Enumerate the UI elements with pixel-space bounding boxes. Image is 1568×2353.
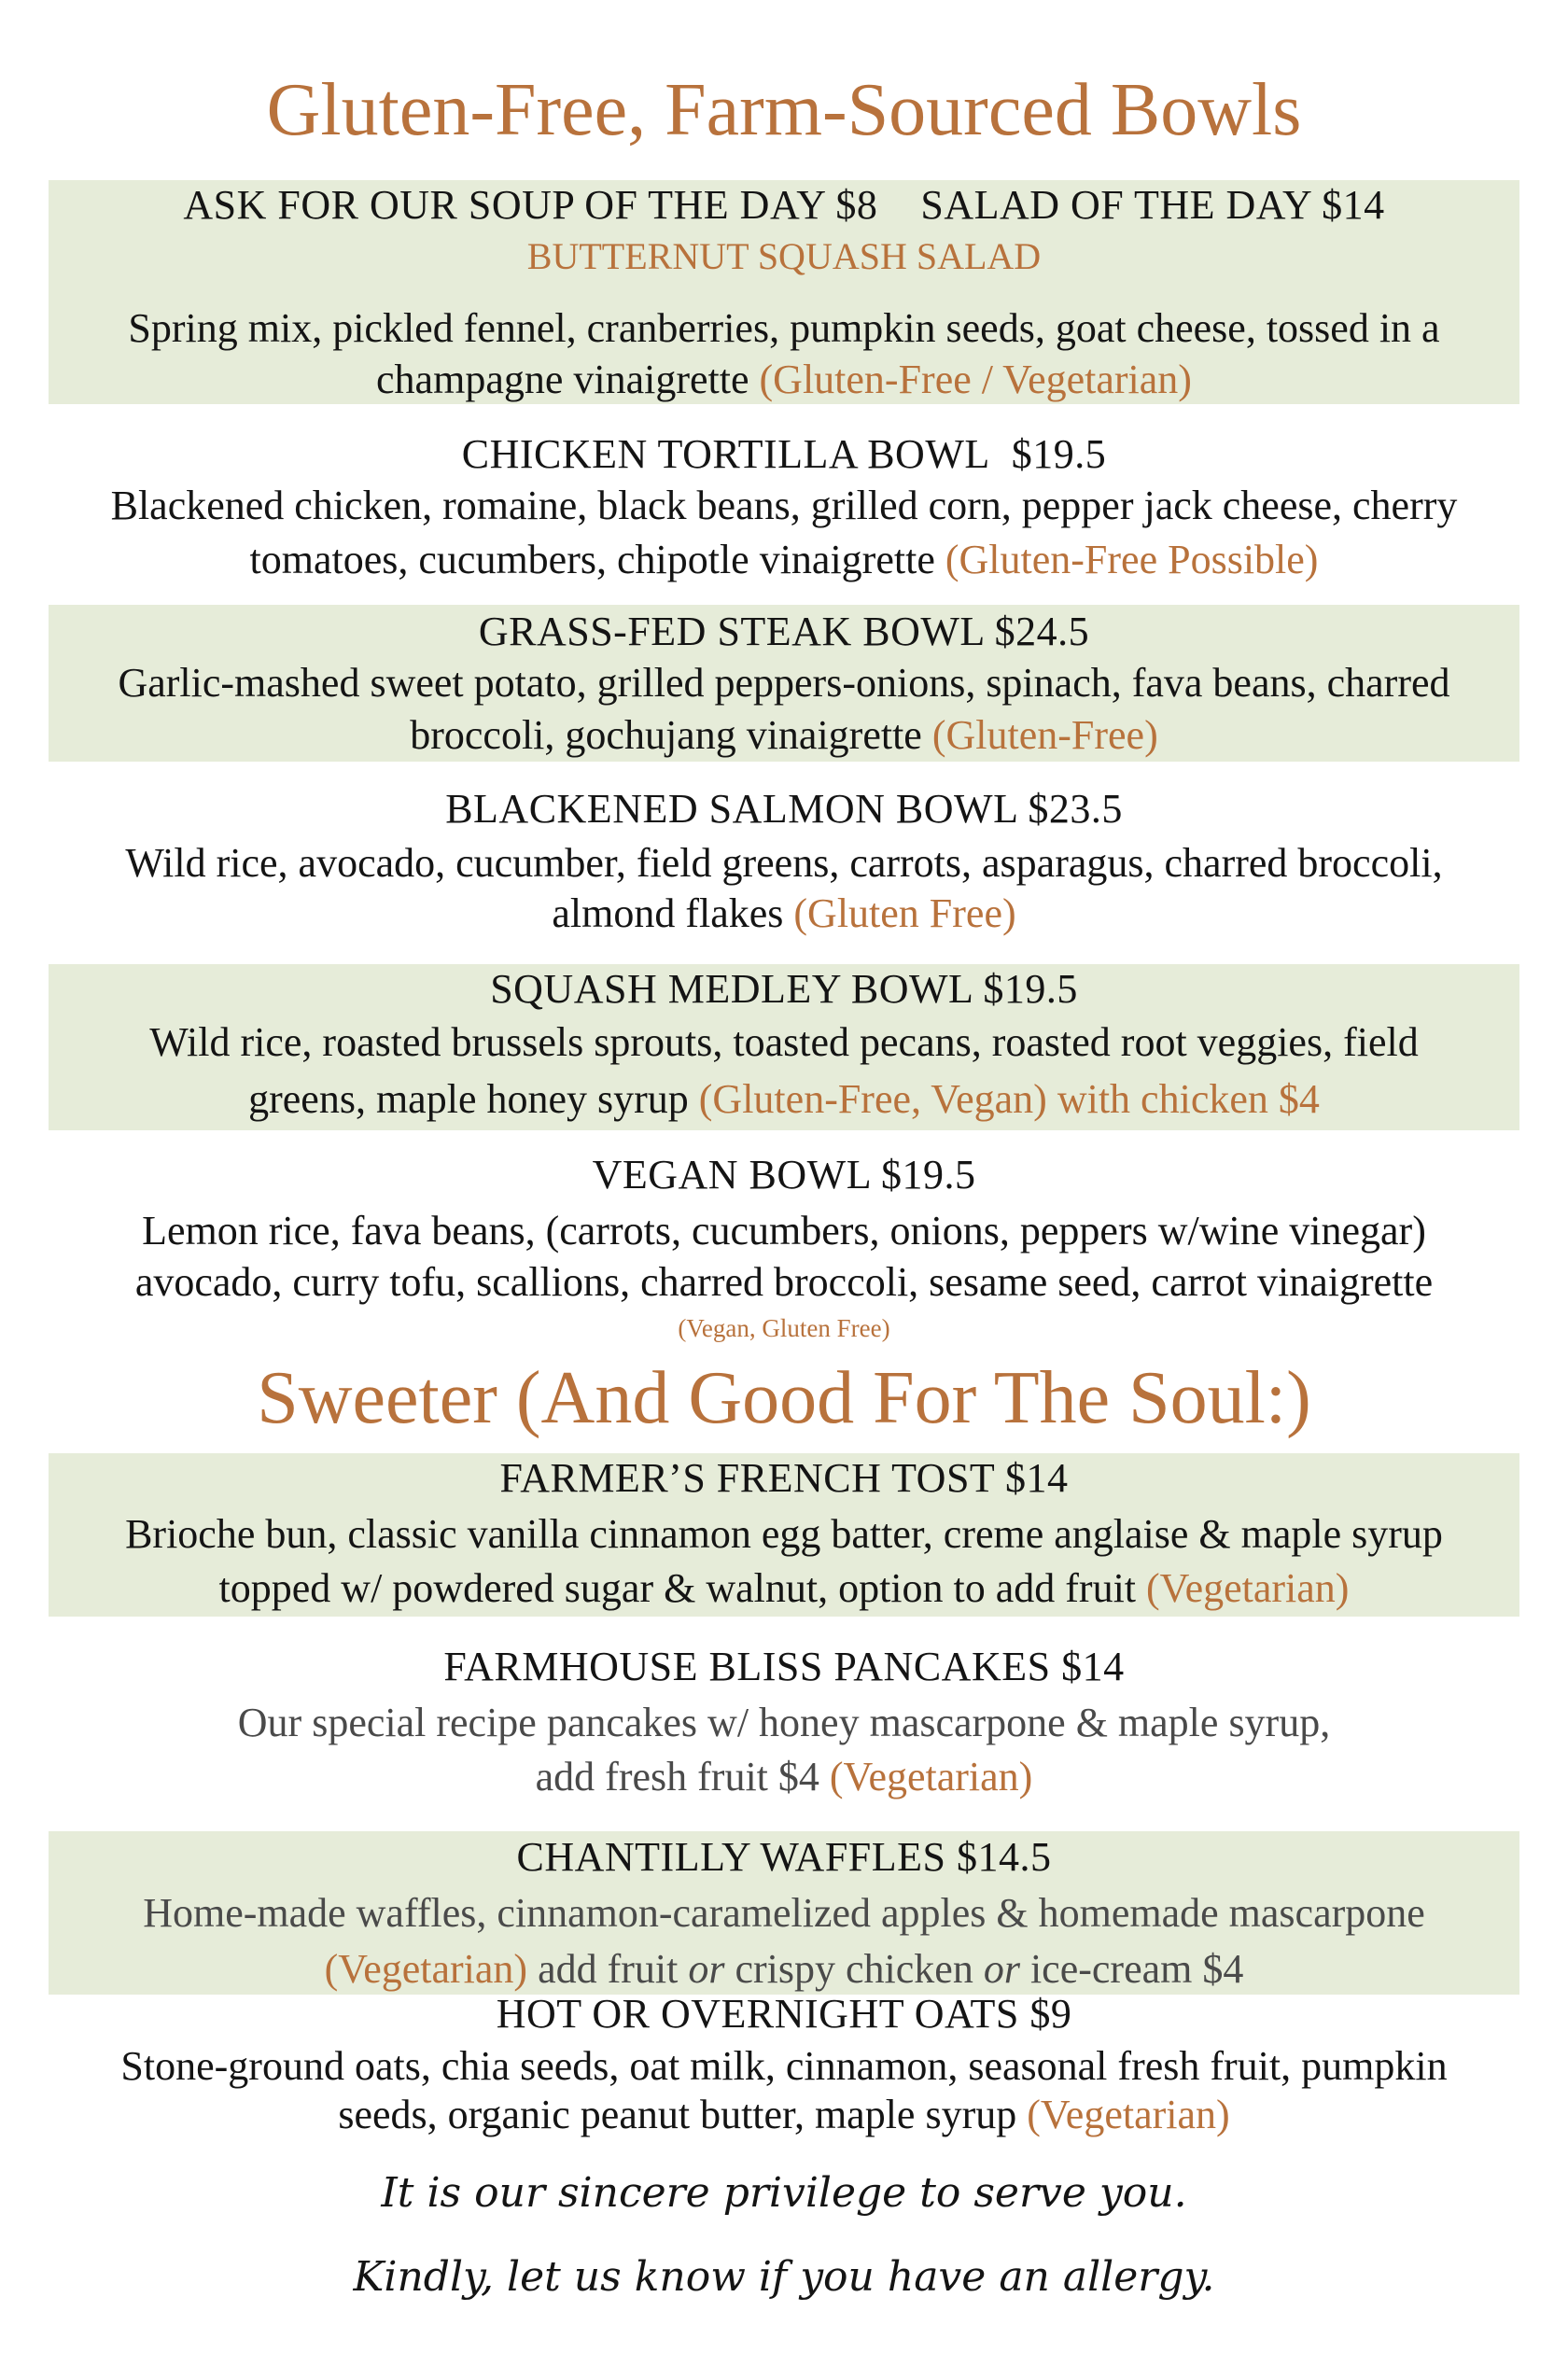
salad-diet-tag: (Gluten-Free / Vegetarian) [759, 357, 1192, 402]
item-name: BLACKENED SALMON BOWL [445, 786, 1017, 832]
steak-desc-line2 [37, 712, 1531, 758]
item-price: $14 [1005, 1455, 1069, 1501]
pancakes-heading [37, 1646, 1531, 1688]
oats-desc-line1: Stone-ground oats, chia seeds, oat milk, cinnamon, seasonal fresh fruit, pumpkin [120, 2043, 1448, 2089]
item-name: GRASS-FED STEAK BOWL [478, 609, 985, 654]
salmon-heading [37, 786, 1531, 832]
steak-heading [37, 611, 1531, 652]
item-price: $24.5 [994, 609, 1090, 654]
waffle-addon-icecream: ice-cream $4 [1029, 1946, 1244, 1992]
soup-of-day: ASK FOR OUR SOUP OF THE DAY $8 [183, 182, 878, 228]
item-diet-tag: (Vegetarian) [829, 1754, 1033, 1800]
vegan-heading [37, 1152, 1531, 1198]
item-diet-tag: (Vegetarian) [324, 1946, 528, 1992]
sweet-section-title: Sweeter (And Good For The Soul:) [257, 1357, 1311, 1439]
item-name: FARMER’S FRENCH TOST [499, 1455, 995, 1501]
item-price: $9 [1029, 1991, 1072, 2037]
waffles-desc-line2 [37, 1946, 1531, 1992]
waffle-or-1: or [688, 1946, 725, 1992]
squash-desc-line1: Wild rice, roasted brussels sprouts, toasted pecans, roasted root veggies, field [149, 1019, 1419, 1065]
item-diet-tag: (Vegetarian) [1146, 1565, 1350, 1611]
soup-salad-heading [37, 182, 1531, 228]
chicken-tortilla-desc-line2 [37, 539, 1531, 581]
waffle-addon-chicken: crispy chicken [735, 1946, 973, 1992]
item-desc: greens, maple honey syrup [248, 1076, 689, 1122]
bowls-section-title: Gluten-Free, Farm-Sourced Bowls [266, 69, 1302, 151]
pancakes-desc-line1: Our special recipe pancakes w/ honey mascarpone & maple syrup, [237, 1700, 1331, 1745]
item-name: CHANTILLY WAFFLES [516, 1834, 946, 1880]
featured-salad-name: BUTTERNUT SQUASH SALAD [526, 235, 1042, 277]
french-toast-desc-line1: Brioche bun, classic vanilla cinnamon egg batter, creme anglaise & maple syrup [125, 1511, 1443, 1557]
item-desc: add fresh fruit $4 [535, 1754, 819, 1800]
item-price: $14 [1061, 1644, 1125, 1689]
pancakes-desc-line2 [37, 1754, 1531, 1800]
oats-desc-line2 [37, 2094, 1531, 2136]
chicken-tortilla-desc-line1: Blackened chicken, romaine, black beans, grilled corn, pepper jack cheese, cherry [110, 483, 1458, 528]
item-price: $19.5 [983, 966, 1078, 1012]
item-price: $14.5 [957, 1834, 1052, 1880]
french-toast-desc-line2 [37, 1565, 1531, 1611]
item-desc: almond flakes [552, 890, 784, 936]
salad-desc-text: champagne vinaigrette [376, 357, 749, 402]
item-price: $19.5 [880, 1152, 976, 1198]
item-desc: topped w/ powdered sugar & walnut, option to add fruit [218, 1565, 1137, 1611]
item-name: HOT OR OVERNIGHT OATS [496, 1991, 1019, 2037]
squash-heading [37, 966, 1531, 1012]
item-name: CHICKEN TORTILLA BOWL [461, 431, 990, 477]
salad-of-day: SALAD OF THE DAY $14 [920, 182, 1385, 228]
item-name: FARMHOUSE BLISS PANCAKES [443, 1644, 1051, 1689]
footer-privilege-note: It is our sincere privilege to serve you. [381, 2169, 1187, 2217]
item-desc: seeds, organic peanut butter, maple syrup [338, 2092, 1017, 2137]
waffles-desc-line1: Home-made waffles, cinnamon-caramelized apples & homemade mascarpone [143, 1890, 1425, 1936]
salad-description-line1: Spring mix, pickled fennel, cranberries, pumpkin seeds, goat cheese, tossed in a [128, 305, 1440, 351]
salmon-desc-line1: Wild rice, avocado, cucumber, field greens, carrots, asparagus, charred broccoli, [125, 840, 1443, 886]
item-price: $19.5 [1011, 431, 1107, 477]
item-name: VEGAN BOWL [592, 1152, 871, 1198]
item-diet-tag: (Gluten-Free) [931, 712, 1158, 758]
vegan-diet-tag: (Vegan, Gluten Free) [678, 1314, 890, 1342]
squash-desc-line2 [37, 1076, 1531, 1122]
vegan-desc-line1: Lemon rice, fava beans, (carrots, cucumbers, onions, peppers w/wine vinegar) [142, 1208, 1426, 1254]
waffles-heading [37, 1834, 1531, 1880]
item-name: SQUASH MEDLEY BOWL [490, 966, 973, 1012]
footer-allergy-note: Kindly, let us know if you have an allergy. [353, 2253, 1215, 2301]
oats-heading [37, 1991, 1531, 2037]
item-price: $23.5 [1028, 786, 1123, 832]
chicken-tortilla-heading [37, 431, 1531, 477]
waffle-addon-fruit: add fruit [538, 1946, 679, 1992]
item-diet-tag: (Gluten Free) [793, 890, 1016, 936]
item-diet-tag: (Gluten-Free, Vegan) with chicken $4 [698, 1076, 1320, 1122]
item-diet-tag: (Gluten-Free Possible) [945, 537, 1319, 582]
steak-desc-line1: Garlic-mashed sweet potato, grilled peppers-onions, spinach, fava beans, charred [118, 660, 1450, 706]
salmon-desc-line2 [37, 890, 1531, 936]
item-desc: tomatoes, cucumbers, chipotle vinaigrette [249, 537, 935, 582]
item-diet-tag: (Vegetarian) [1027, 2092, 1230, 2137]
salad-description-line2 [37, 359, 1531, 400]
french-toast-heading [37, 1455, 1531, 1501]
item-desc: broccoli, gochujang vinaigrette [410, 712, 922, 758]
waffle-or-2: or [983, 1946, 1020, 1992]
vegan-desc-line2: avocado, curry tofu, scallions, charred broccoli, sesame seed, carrot vinaigrette [134, 1259, 1434, 1305]
